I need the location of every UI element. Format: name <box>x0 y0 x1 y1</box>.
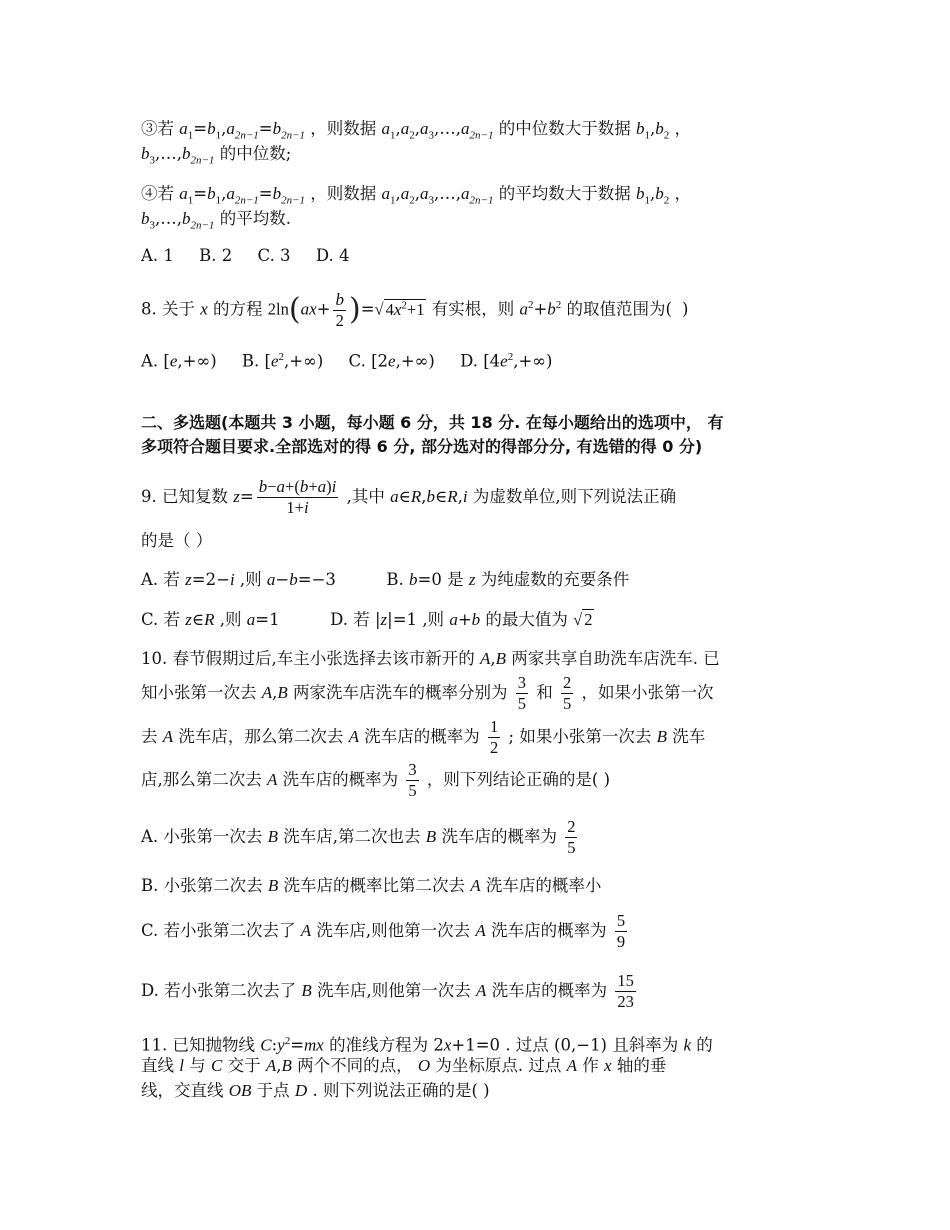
q11-line3: 线，交直线 OB 于点 D . 则下列说法正确的是( ) <box>141 1081 490 1100</box>
q7-option-d: D. 4 <box>315 246 350 265</box>
q10-option-d: D. 若小张第二次去了 B 洗车店,则他第一次去 A 洗车店的概率为 $\frac{15}{23}$ <box>141 971 634 1011</box>
q7-options <box>141 245 811 267</box>
section-heading-line1: 二、多选题(本题共 3 小题，每小题 6 分，共 18 分. 在每小题给出的选项中， 有 <box>141 413 724 432</box>
q10-option-c: C. 若小张第二次去了 A 洗车店,则他第一次去 A 洗车店的概率为 $\frac{5}{9}$ <box>141 911 626 951</box>
section-heading-line2: 多项符合题目要求.全部选对的得 6 分, 部分选对的得部分分, 有选错的得 0 分) <box>141 437 703 456</box>
q7-item4-line1: ④若 $a_1=b_1,a_{2n-1}=b_{2n-1}$ ，则数据 $a_1,a_2,a_3,\dots,a_{2n-1}$ 的平均数大于数据 $b_1,b_2$ ， <box>141 184 691 207</box>
q7-item4-line2: $b_3,\dots,b_{2n-1}$ 的平均数. <box>141 209 291 232</box>
q11-line1: 11. 已知抛物线 $C:y^2=mx$ 的准线方程为 2x+1=0 . 过点 (0,−1) 且斜率为 k 的 <box>141 1035 713 1055</box>
q10-option-b: B. 小张第二次去 B 洗车店的概率比第二次去 A 洗车店的概率小 <box>141 876 602 895</box>
q7-option-c: C. 3 <box>257 246 291 265</box>
q9-options-ab: A. 若 z=2−i ,则 a−b=−3 B. b=0 是 z 为纯虚数的充要条件 <box>141 570 630 589</box>
q10-line3: 去 A 洗车店，那么第二次去 A 洗车店的概率为 $\frac{1}{2}$ ; 如果小张第一次去 B 洗车 <box>141 717 706 757</box>
q8-question: 8. 关于 x 的方程 2ln(ax+ $\frac{b}{2}$ )=√ $4x^2+1$ 有实根，则 $a^2+b^2$ 的取值范围为( ) <box>141 289 689 330</box>
q9-options-cd: C. 若 z∈R ,则 a=1 D. 若 |z|=1 ,则 a+b 的最大值为 √ 2 <box>141 610 593 629</box>
q9-line2: 的是（ ） <box>141 531 213 550</box>
q7-option-b: B. 2 <box>199 246 233 265</box>
q11-line2: 直线 l 与 C 交于 A,B 两个不同的点， O 为坐标原点. 过点 A 作 x 轴的垂 <box>141 1056 667 1075</box>
q7-item3-line2: $b_3,\dots,b_{2n-1}$ 的中位数; <box>141 144 292 167</box>
q10-line1: 10. 春节假期过后,车主小张选择去该市新开的 A,B 两家共享自助洗车店洗车. 已 <box>141 649 720 668</box>
q10-option-a: A. 小张第一次去 B 洗车店,第二次也去 B 洗车店的概率为 $\frac{2}{5}$ <box>141 817 576 857</box>
q10-line4: 店,那么第二次去 A 洗车店的概率为 $\frac{3}{5}$ ，则下列结论正确的是( ) <box>141 760 611 800</box>
q8-options: A. [e,+∞) B. $[e^2,+\infty)$ C. [2e,+∞) D. $[4e^2,+\infty)$ <box>141 351 553 371</box>
q7-item3-line1: ③若 $a_1=b_1,a_{2n-1}=b_{2n-1}$ ，则数据 $a_1,a_2,a_3,\dots,a_{2n-1}$ 的中位数大于数据 $b_1,b_2$ ， <box>141 119 691 142</box>
q7-option-a: A. 1 <box>141 246 174 265</box>
q9-question: 9. 已知复数 z= $\frac{b-a+(b+a)i}{1+i}$ ,其中 a∈R,b∈R,i 为虚数单位,则下列说法正确 <box>141 477 677 517</box>
q10-line2: 知小张第一次去 A,B 两家洗车店洗车的概率分别为 $\frac{3}{5}$ 和 $\frac{2}{5}$ ，如果小张第一次 <box>141 673 714 713</box>
